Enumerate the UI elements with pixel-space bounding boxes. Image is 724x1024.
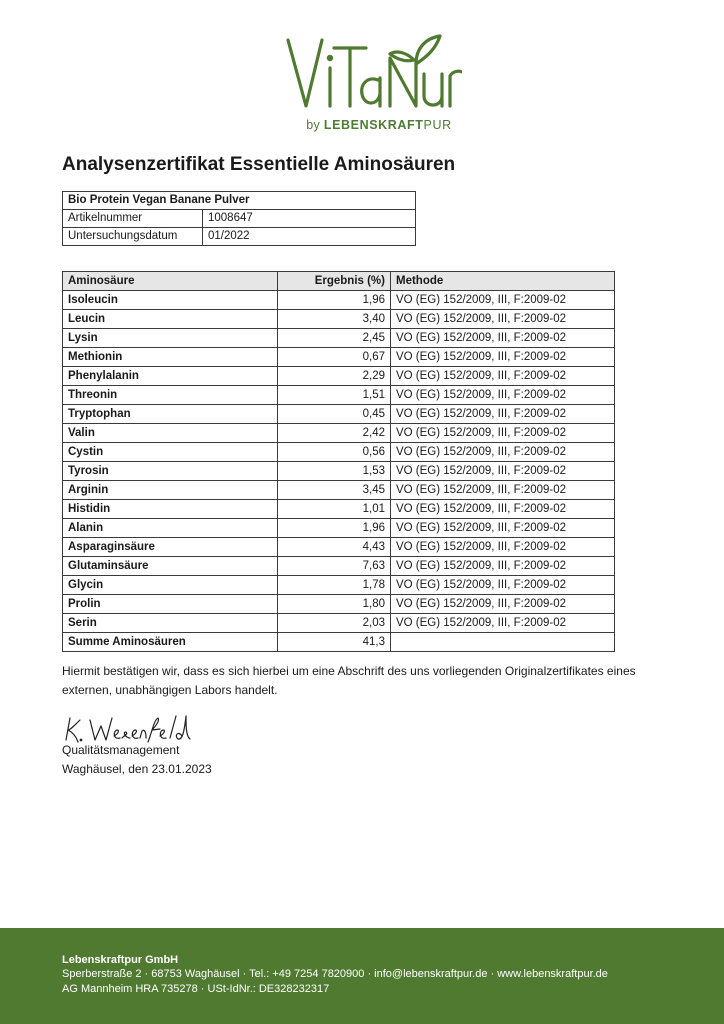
table-row bbox=[63, 386, 615, 405]
amino-acid-result: 7,63 bbox=[278, 557, 391, 576]
amino-acid-result: 1,01 bbox=[278, 500, 391, 519]
amino-acid-method: VO (EG) 152/2009, III, F:2009-02 bbox=[391, 595, 615, 614]
amino-acid-result: 1,96 bbox=[278, 291, 391, 310]
amino-acid-name: Serin bbox=[63, 614, 278, 633]
amino-acid-name: Leucin bbox=[63, 310, 278, 329]
amino-acid-method: VO (EG) 152/2009, III, F:2009-02 bbox=[391, 367, 615, 386]
amino-acid-result: 3,40 bbox=[278, 310, 391, 329]
amino-acid-table bbox=[62, 271, 615, 652]
amino-acid-name: Histidin bbox=[63, 500, 278, 519]
product-info-header-row bbox=[63, 192, 416, 210]
amino-acid-result: 0,56 bbox=[278, 443, 391, 462]
amino-acid-result: 41,3 bbox=[278, 633, 391, 652]
footer-company-name: Lebenskraftpur GmbH bbox=[62, 954, 179, 966]
examination-date-label: Untersuchungsdatum bbox=[63, 228, 203, 246]
amino-acid-name: Cystin bbox=[63, 443, 278, 462]
amino-acid-method: VO (EG) 152/2009, III, F:2009-02 bbox=[391, 291, 615, 310]
amino-acid-name: Prolin bbox=[63, 595, 278, 614]
amino-table-body bbox=[63, 291, 615, 652]
signature-drawing bbox=[62, 712, 202, 746]
product-info-row bbox=[63, 210, 416, 228]
amino-acid-method: VO (EG) 152/2009, III, F:2009-02 bbox=[391, 310, 615, 329]
byline-prefix: by bbox=[306, 118, 321, 132]
product-name: Bio Protein Vegan Banane Pulver bbox=[63, 192, 416, 210]
place-and-date: Waghäusel, den 23.01.2023 bbox=[62, 762, 212, 776]
handwritten-signature bbox=[62, 712, 202, 746]
amino-acid-result: 4,43 bbox=[278, 538, 391, 557]
column-header-amino-acid: Aminosäure bbox=[63, 272, 278, 291]
brand-logo bbox=[282, 18, 462, 136]
amino-acid-name: Isoleucin bbox=[63, 291, 278, 310]
amino-acid-result: 1,96 bbox=[278, 519, 391, 538]
amino-acid-method: VO (EG) 152/2009, III, F:2009-02 bbox=[391, 462, 615, 481]
amino-acid-name: Alanin bbox=[63, 519, 278, 538]
amino-acid-method: VO (EG) 152/2009, III, F:2009-02 bbox=[391, 405, 615, 424]
amino-table-header-row bbox=[63, 272, 615, 291]
table-row bbox=[63, 291, 615, 310]
byline-name: LEBENSKRAFT bbox=[323, 118, 424, 132]
amino-acid-method: VO (EG) 152/2009, III, F:2009-02 bbox=[391, 386, 615, 405]
table-row bbox=[63, 310, 615, 329]
amino-acid-result: 2,42 bbox=[278, 424, 391, 443]
amino-acid-name: Valin bbox=[63, 424, 278, 443]
amino-acid-method: VO (EG) 152/2009, III, F:2009-02 bbox=[391, 614, 615, 633]
table-row bbox=[63, 576, 615, 595]
table-row bbox=[63, 614, 615, 633]
amino-acid-name: Glutaminsäure bbox=[63, 557, 278, 576]
amino-acid-result: 1,80 bbox=[278, 595, 391, 614]
table-row bbox=[63, 538, 615, 557]
amino-acid-method: VO (EG) 152/2009, III, F:2009-02 bbox=[391, 538, 615, 557]
byline-suffix: PUR bbox=[423, 118, 452, 132]
table-row bbox=[63, 519, 615, 538]
amino-acid-result: 0,67 bbox=[278, 348, 391, 367]
table-row bbox=[63, 500, 615, 519]
article-number-label: Artikelnummer bbox=[63, 210, 203, 228]
amino-acid-result: 2,03 bbox=[278, 614, 391, 633]
amino-acid-result: 1,51 bbox=[278, 386, 391, 405]
article-number-value: 1008647 bbox=[203, 210, 416, 228]
amino-acid-name: Glycin bbox=[63, 576, 278, 595]
table-row bbox=[63, 443, 615, 462]
amino-acid-name: Arginin bbox=[63, 481, 278, 500]
table-row bbox=[63, 424, 615, 443]
product-info-table bbox=[62, 191, 416, 246]
table-row bbox=[63, 405, 615, 424]
certification-note: Hiermit bestätigen wir, dass es sich hierbei um eine Abschrift des uns vorliegenden Originalzertifikates eines externen, unabhängigen Labors handelt. bbox=[62, 664, 636, 697]
amino-acid-method: VO (EG) 152/2009, III, F:2009-02 bbox=[391, 519, 615, 538]
amino-acid-result: 0,45 bbox=[278, 405, 391, 424]
signatory-role: Qualitätsmanagement bbox=[62, 743, 180, 757]
document-title: Analysenzertifikat Essentielle Aminosäuren bbox=[62, 154, 456, 175]
amino-acid-result: 2,29 bbox=[278, 367, 391, 386]
footer-register: AG Mannheim HRA 735278 · USt-IdNr.: DE328232317 bbox=[62, 983, 330, 995]
total-row bbox=[63, 633, 615, 652]
amino-acid-method: VO (EG) 152/2009, III, F:2009-02 bbox=[391, 443, 615, 462]
amino-acid-name: Summe Aminosäuren bbox=[63, 633, 278, 652]
table-row bbox=[63, 329, 615, 348]
amino-acid-method bbox=[391, 633, 615, 652]
table-row bbox=[63, 595, 615, 614]
table-row bbox=[63, 367, 615, 386]
amino-acid-name: Methionin bbox=[63, 348, 278, 367]
amino-acid-method: VO (EG) 152/2009, III, F:2009-02 bbox=[391, 576, 615, 595]
amino-acid-name: Tyrosin bbox=[63, 462, 278, 481]
amino-acid-method: VO (EG) 152/2009, III, F:2009-02 bbox=[391, 500, 615, 519]
amino-acid-method: VO (EG) 152/2009, III, F:2009-02 bbox=[391, 348, 615, 367]
amino-acid-result: 1,78 bbox=[278, 576, 391, 595]
amino-acid-name: Tryptophan bbox=[63, 405, 278, 424]
table-row bbox=[63, 348, 615, 367]
table-row bbox=[63, 557, 615, 576]
brand-byline bbox=[294, 118, 464, 132]
vitanur-logo-mark bbox=[282, 18, 462, 118]
amino-acid-method: VO (EG) 152/2009, III, F:2009-02 bbox=[391, 557, 615, 576]
table-row bbox=[63, 481, 615, 500]
product-info-row bbox=[63, 228, 416, 246]
table-row bbox=[63, 462, 615, 481]
footer-address: Sperberstraße 2 · 68753 Waghäusel · Tel.: +49 7254 7820900 · info@lebenskraftpur.de · www.lebenskraftpur.de bbox=[62, 968, 608, 980]
amino-acid-method: VO (EG) 152/2009, III, F:2009-02 bbox=[391, 329, 615, 348]
amino-acid-result: 3,45 bbox=[278, 481, 391, 500]
column-header-method: Methode bbox=[391, 272, 615, 291]
column-header-result: Ergebnis (%) bbox=[278, 272, 391, 291]
amino-acid-method: VO (EG) 152/2009, III, F:2009-02 bbox=[391, 481, 615, 500]
amino-acid-name: Asparaginsäure bbox=[63, 538, 278, 557]
amino-acid-name: Phenylalanin bbox=[63, 367, 278, 386]
amino-acid-name: Threonin bbox=[63, 386, 278, 405]
amino-acid-method: VO (EG) 152/2009, III, F:2009-02 bbox=[391, 424, 615, 443]
amino-acid-name: Lysin bbox=[63, 329, 278, 348]
company-footer bbox=[0, 928, 724, 1024]
examination-date-value: 01/2022 bbox=[203, 228, 416, 246]
amino-acid-result: 1,53 bbox=[278, 462, 391, 481]
amino-acid-result: 2,45 bbox=[278, 329, 391, 348]
